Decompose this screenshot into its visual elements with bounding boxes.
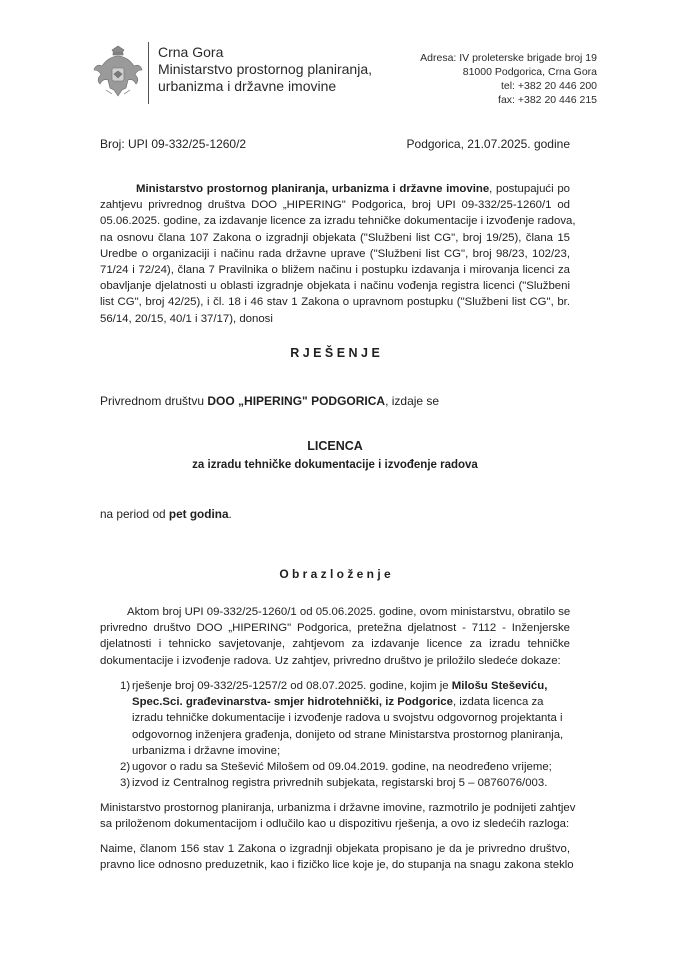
evidence-list <box>100 678 570 791</box>
text-fragment: Privrednom društvu <box>100 394 208 408</box>
text-line <box>100 181 570 197</box>
licence-subtitle: za izradu tehničke dokumentacije i izvođenje radova <box>192 459 478 471</box>
city: 81000 Podgorica, Crna Gora <box>462 66 597 78</box>
header-divider <box>148 42 149 104</box>
text-line: izradu tehničke dokumentacije i izvođenje radova u svojstvu odgovornog projektanta i <box>132 712 563 725</box>
reasoning-paragraph-1 <box>100 604 570 669</box>
case-number: Broj: UPI 09-332/25-1260/2 <box>100 137 247 151</box>
list-number: 3) <box>120 777 131 790</box>
text-line: Uredbe o organizaciji i načinu rada državne uprave ("Službeni list CG", broj 98/23, 102/23, <box>100 247 570 260</box>
contact-block <box>420 51 597 107</box>
list-item <box>100 678 570 759</box>
text-line: 56/14, 20/15, 40/1 i 37/17), donosi <box>100 312 273 325</box>
company-name: DOO „HIPERING" PODGORICA <box>207 394 386 408</box>
country-name: Crna Gora <box>158 44 224 60</box>
text-line: zahtjevu privrednog društva DOO „HIPERING" Podgorica, broj UPI 09-332/25-1260/1 od <box>100 199 570 212</box>
text-fragment: . <box>228 507 232 521</box>
text-line: djelatnosti i tehnicko savjetovanje, zahtjevom za izdavanje licence za izradu tehničke <box>100 638 570 651</box>
period-line <box>100 506 570 522</box>
text-line <box>100 604 570 620</box>
reference-line <box>100 137 570 151</box>
text-line <box>132 694 570 710</box>
list-item <box>100 759 570 775</box>
person-title: Spec.Sci. građevinarstva- smjer hidrotehnički, iz Podgorice <box>132 696 453 709</box>
text-line: na osnovu člana 107 Zakona o izgradnji objekata ("Službeni list CG", broj 19/25), člana 15 <box>100 231 570 244</box>
place-date: Podgorica, 21.07.2025. godine <box>406 137 570 151</box>
institution-block <box>158 44 372 95</box>
address: Adresa: IV proleterske brigade broj 19 <box>420 52 597 64</box>
text-line: 71/24 i 72/24), člana 7 Pravilnika o bližem načinu i postupku izdavanja i mirovanja licenci za <box>100 264 570 277</box>
text-line: Naime, članom 156 stav 1 Zakona o izgradnji objekata propisano je da je privredno društvo, <box>100 843 570 855</box>
text-fragment: Aktom broj UPI 09-332/25-1260/1 od 05.06.2025. godine, ovom ministarstvu, obratilo se <box>127 606 571 618</box>
text-fragment: , postupajući po <box>489 183 570 195</box>
decision-line <box>100 393 570 409</box>
text-line: odgovornog inženjera građenja, donijeto od strane Ministarstva prostornog planiranja, <box>132 728 564 741</box>
telephone: tel: +382 20 446 200 <box>500 80 597 92</box>
reasoning-paragraph-2 <box>100 800 576 832</box>
text-line: list CG", broj 42/25), i čl. 18 i 46 stav 1 Zakona o upravnom postupku ("Službeni list CG", br. <box>100 296 570 309</box>
list-item <box>100 775 570 791</box>
text-line: privredno društvo DOO „HIPERING" Podgorica, pretežna djelatnost - 7112 - Inženjerske <box>100 622 570 635</box>
intro-paragraph <box>100 181 576 327</box>
text-fragment: rješenje broj 09-332/25-1257/2 od 08.07.2025. godine, kojim je <box>132 680 452 692</box>
decision-title: R J E Š E N J E <box>290 346 380 360</box>
reasoning-title: O b r a z l o ž e n j e <box>279 567 391 581</box>
text-line <box>132 678 570 694</box>
ministry-name-bold: Ministarstvo prostornog planiranja, urbanizma i državne imovine <box>136 183 490 195</box>
text-line: dokumentacije i izvođenje radova. Uz zahtjev, privredno društvo je priložilo sledeće dokaze: <box>100 654 561 667</box>
text-line <box>100 393 570 409</box>
montenegro-coat-of-arms-icon <box>92 44 144 102</box>
reasoning-paragraph-3 <box>100 841 574 873</box>
ministry-name-line2: urbanizma i državne imovine <box>158 78 337 94</box>
person-name: Milošu Steševiću, <box>451 680 548 692</box>
text-line: obavljanje djelatnosti u oblasti izgradnje objekata i načinu vođenja registra licenci ("Službeni <box>100 280 570 293</box>
text-line: izvod iz Centralnog registra privrednih subjekata, registarski broj 5 – 0876076/003. <box>132 777 548 790</box>
text-fragment: na period od <box>100 507 169 521</box>
text-fragment: , izdaje se <box>385 394 440 408</box>
list-number: 2) <box>120 761 131 774</box>
licence-title: LICENCA <box>307 439 363 453</box>
text-line: 05.06.2025. godine, za izdavanje licence za izradu tehničke dokumentacije i izvođenje radova, <box>100 215 576 228</box>
text-line: pravno lice odnosno preduzetnik, kao i fizičko lice koje je, do stupanja na snagu zakona steklo <box>100 859 574 872</box>
list-number: 1) <box>120 680 131 692</box>
period-value: pet godina <box>168 507 229 521</box>
text-line: urbanizma i državne imovine; <box>132 744 281 757</box>
text-line: sa priloženom dokumentacijom i odlučilo kao u dispozitivu rješenja, a ovo iz sledećih razloga: <box>100 818 570 831</box>
text-line: Ministarstvo prostornog planiranja, urbanizma i državne imovine, razmotrilo je podnijeti zahtjev <box>100 802 576 814</box>
ministry-name-line1: Ministarstvo prostornog planiranja, <box>158 61 372 77</box>
fax: fax: +382 20 446 215 <box>498 94 597 106</box>
text-line <box>100 506 570 522</box>
text-fragment: , izdata licenca za <box>452 696 544 709</box>
text-line: ugovor o radu sa Stešević Milošem od 09.04.2019. godine, na neodređeno vrijeme; <box>132 761 552 774</box>
